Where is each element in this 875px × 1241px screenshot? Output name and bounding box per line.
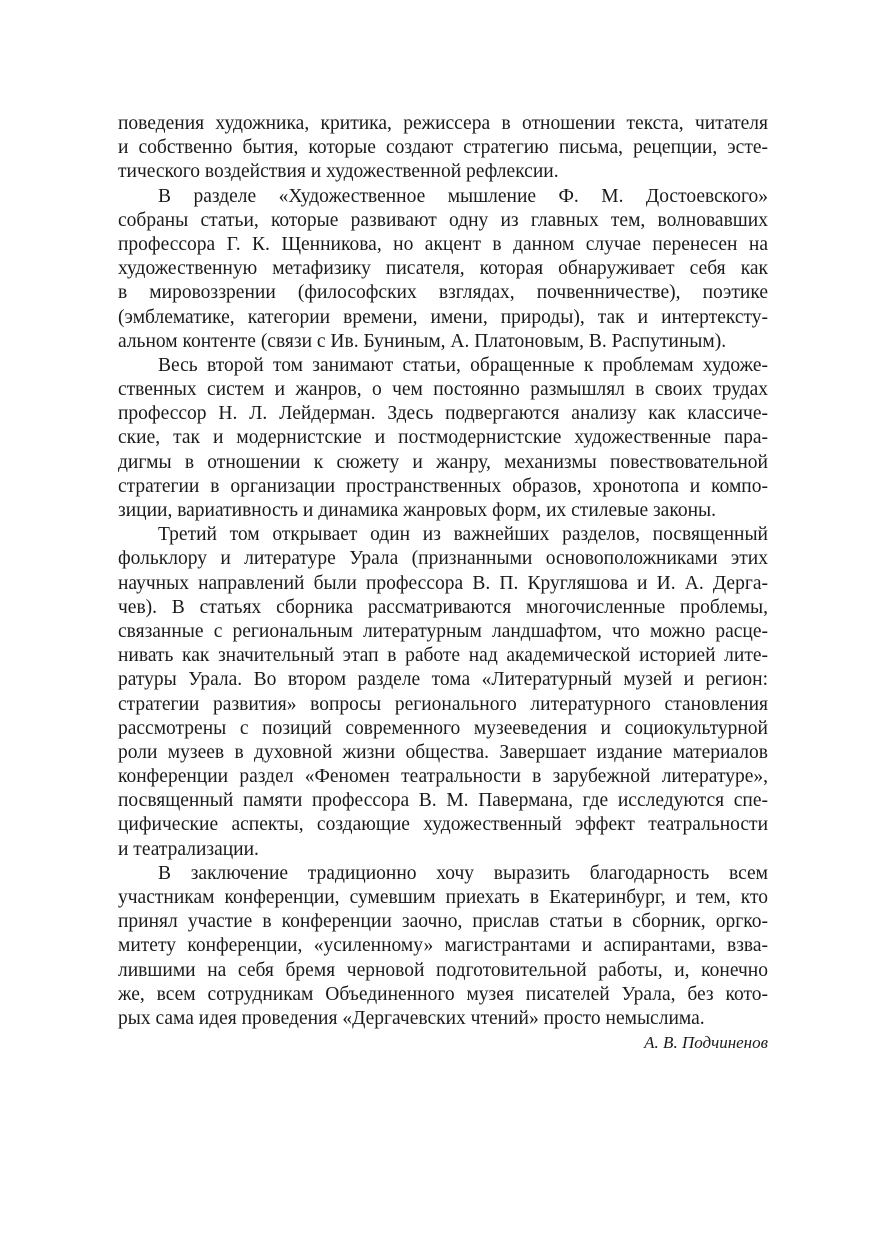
text-line: митету конференции, «усиленному» магистрантами и аспирантами, взва-: [118, 935, 768, 957]
text-line: (эмблематике, категории времени, имени, природы), так и интертексту-: [118, 306, 768, 328]
paragraph: [118, 523, 768, 862]
text-line: В заключение традиционно хочу выразить благодарность всем: [158, 862, 768, 884]
text-line: и собственно бытия, которые создают стратегию письма, рецепции, эсте-: [118, 137, 768, 159]
text-line: зиции, вариативность и динамика жанровых форм, их стилевые законы.: [118, 500, 716, 521]
paragraph: [118, 354, 768, 523]
text-line: Весь второй том занимают статьи, обращенные к проблемам художе-: [158, 354, 768, 376]
text-line: собраны статьи, которые развивают одну из главных тем, волновавших: [118, 209, 768, 231]
author-signature: А. В. Подчиненов: [644, 1033, 768, 1053]
text-line: стратегии развития» вопросы регионального литературного становления: [118, 693, 768, 715]
text-line: связанные с региональным литературным ландшафтом, что можно расце-: [118, 620, 768, 642]
text-line: ские, так и модернистские и постмодернистские художественные пара-: [118, 427, 768, 449]
body-text: [118, 112, 768, 1031]
text-line: дигмы в отношении к сюжету и жанру, механизмы повествовательной: [118, 451, 768, 473]
text-line: тического воздействия и художественной рефлексии.: [118, 161, 559, 183]
text-line: принял участие в конференции заочно, прислав статьи в сборник, оргко-: [118, 911, 768, 933]
text-line: профессора Г. К. Щенникова, но акцент в данном случае перенесен на: [118, 233, 768, 255]
document-page: [118, 112, 768, 1055]
text-line: чев). В статьях сборника рассматриваются многочисленные проблемы,: [118, 596, 768, 618]
text-line: лившими на себя бремя черновой подготовительной работы, и, конечно: [118, 959, 768, 981]
paragraph: [118, 862, 768, 1031]
text-line: же, всем сотрудникам Объединенного музея писателей Урала, без кото-: [118, 983, 768, 1005]
text-line: профессор Н. Л. Лейдерман. Здесь подвергаются анализу как классиче-: [118, 403, 768, 425]
text-line: участникам конференции, сумевшим приехать в Екатеринбург, и тем, кто: [118, 887, 768, 908]
text-line: ратуры Урала. Во втором разделе тома «Литературный музей и регион:: [118, 669, 768, 691]
text-line: стратегии в организации пространственных образов, хронотопа и компо-: [118, 475, 768, 497]
text-line: Третий том открывает один из важнейших разделов, посвященный: [158, 524, 768, 546]
text-line: научных направлений были профессора В. П. Кругляшова и И. А. Дерга-: [118, 572, 768, 594]
text-line: художественную метафизику писателя, которая обнаруживает себя как: [118, 258, 768, 280]
text-line: цифические аспекты, создающие художественный эффект театральности: [118, 814, 768, 836]
paragraph: [118, 112, 768, 185]
text-line: альном контенте (связи с Ив. Буниным, А. Платоновым, В. Распутиным).: [118, 330, 727, 352]
text-line: поведения художника, критика, режиссера в отношении текста, читателя: [118, 113, 768, 134]
text-line: рых сама идея проведения «Дергачевских чтений» просто немыслима.: [118, 1007, 705, 1029]
text-line: нивать как значительный этап в работе над академической историей лите-: [118, 645, 768, 667]
text-line: рассмотрены с позиций современного музееведения и социокультурной: [118, 717, 768, 739]
text-line: посвященный памяти профессора В. М. Павермана, где исследуются спе-: [118, 790, 768, 812]
paragraph: [118, 185, 768, 354]
text-line: В разделе «Художественное мышление Ф. М. Достоевского»: [158, 185, 768, 207]
text-line: и театрализации.: [118, 838, 259, 860]
text-line: конференции раздел «Феномен театральности в зарубежной литературе»,: [118, 766, 768, 788]
text-line: ственных систем и жанров, о чем постоянно размышлял в своих трудах: [118, 379, 768, 401]
text-line: фольклору и литературе Урала (признанными основоположниками этих: [118, 548, 768, 570]
text-line: роли музеев в духовной жизни общества. Завершает издание материалов: [118, 741, 768, 763]
text-line: в мировоззрении (философских взглядах, почвенничестве), поэтике: [118, 282, 768, 304]
